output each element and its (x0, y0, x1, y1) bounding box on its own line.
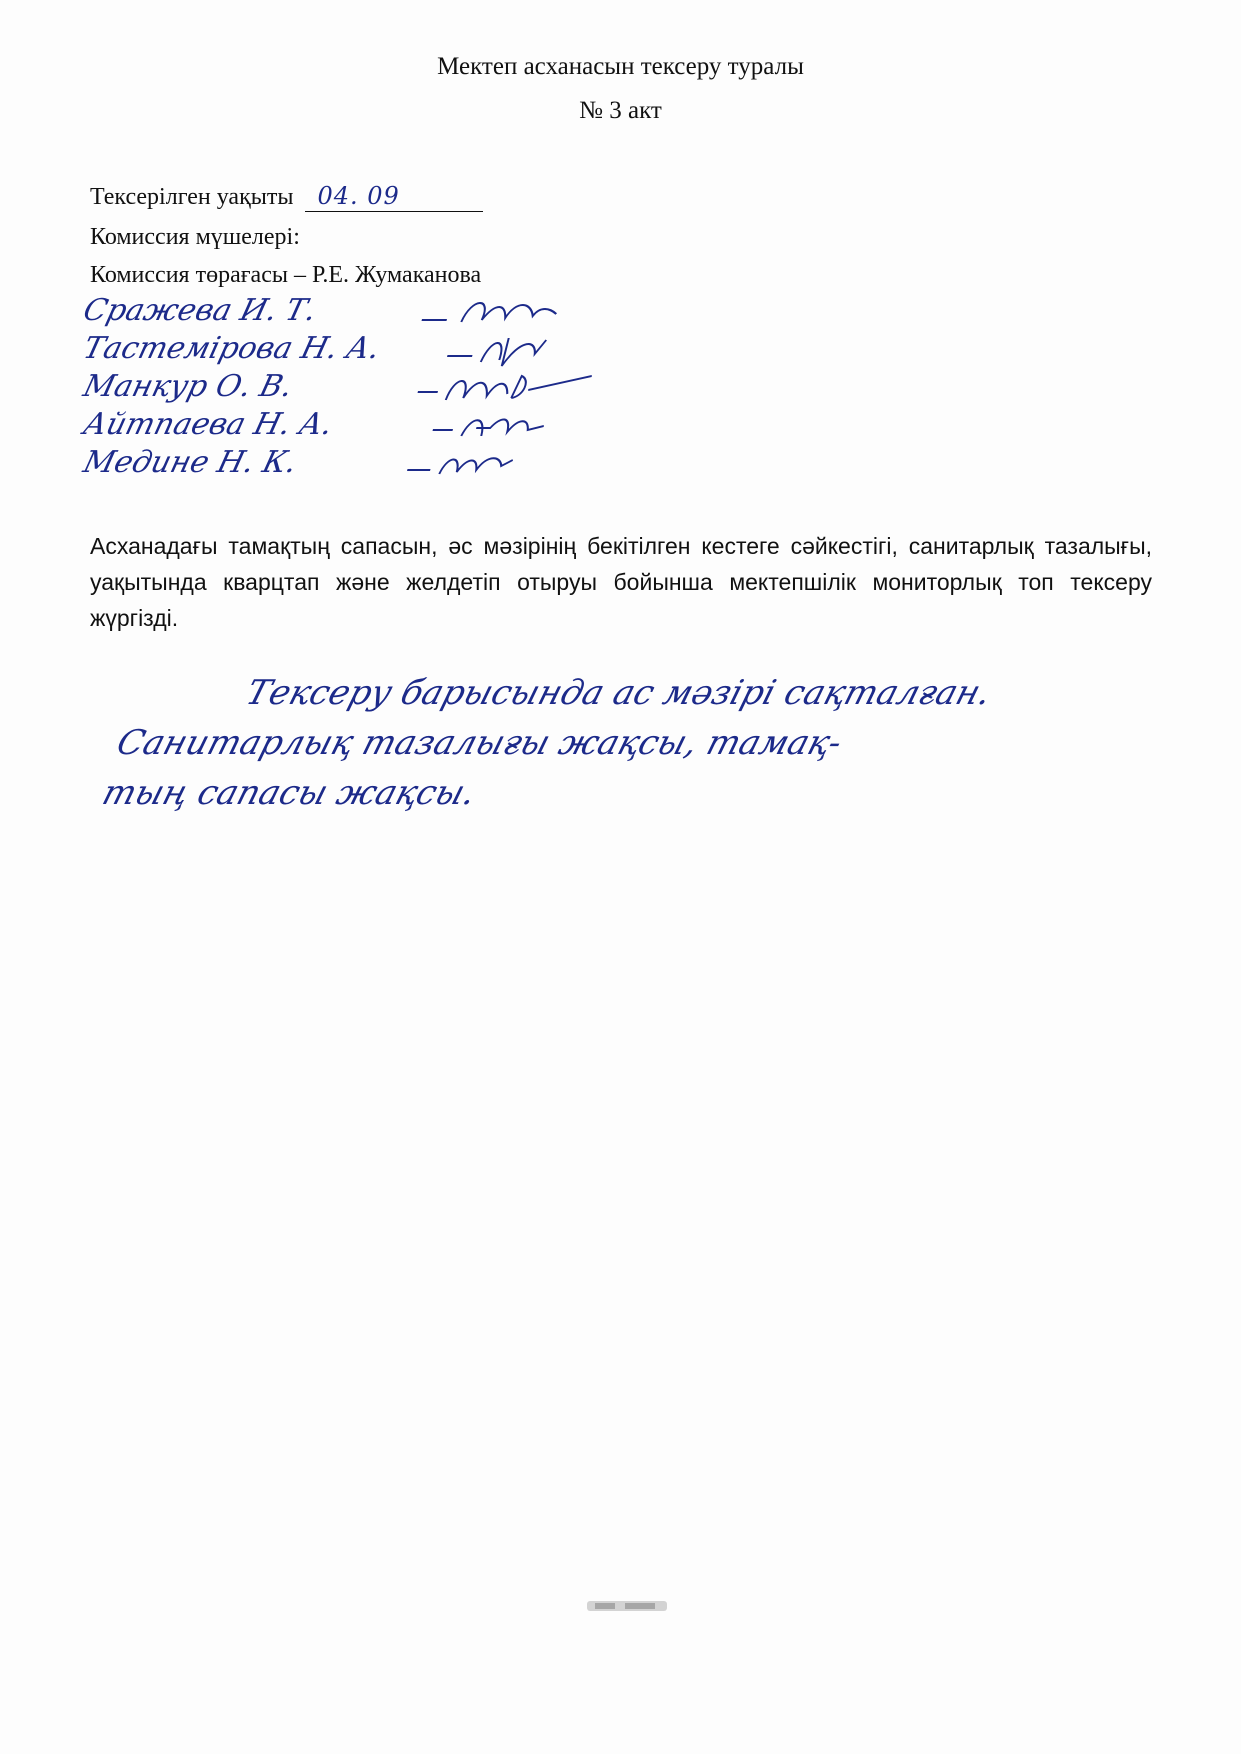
signature-name: Сражева И. Т. (79, 293, 321, 328)
signature-name: Айтпаева Н. А. (79, 407, 337, 442)
signature-name: Манкур О. В. (79, 369, 297, 404)
checked-time-label: Тексерілген уақыты (90, 184, 294, 210)
note-line: Тексеру барысында ас мәзірі сақталған. (241, 673, 996, 713)
signature-line (79, 406, 648, 444)
signature-line (79, 444, 648, 482)
checked-time-value: 04. 09 (317, 182, 400, 210)
signature-line (79, 292, 648, 330)
signature-mark-icon (399, 444, 538, 482)
signature-mark-icon (409, 368, 598, 406)
signature-mark-icon (439, 330, 588, 368)
signature-line (79, 330, 648, 368)
note-line: Санитарлық тазалығы жақсы, тамақ- (112, 723, 847, 763)
commission-chair: Комиссия төрағасы – Р.Е. Жумаканова (90, 262, 482, 288)
act-number: № 3 акт (579, 97, 662, 124)
signature-mark-icon (424, 406, 563, 444)
checked-time-line (90, 182, 483, 212)
handwritten-conclusion (96, 668, 1219, 818)
commission-members-label: Комиссия мүшелері: (90, 224, 300, 250)
signature-line (79, 368, 648, 406)
signature-name: Медине Н. К. (79, 445, 301, 480)
signature-name: Тастемірова Н. А. (79, 331, 384, 366)
checked-time-field (305, 182, 483, 212)
signature-mark-icon (414, 292, 563, 330)
note-line: тың сапасы жақсы. (97, 773, 481, 813)
page-mark-icon (585, 1595, 669, 1617)
document-title: Мектеп асханасын тексеру туралы (437, 53, 804, 80)
signature-list (79, 292, 644, 482)
inspection-paragraph: Асханадағы тамақтың сапасын, әс мәзірінің бекітілген кестеге сәйкестігі, санитарлық тазалығы, уақытында кварцтап және желдетіп отыруы бойынша мектепшілік мониторлық топ тексеру жүргізді. (90, 533, 1152, 631)
